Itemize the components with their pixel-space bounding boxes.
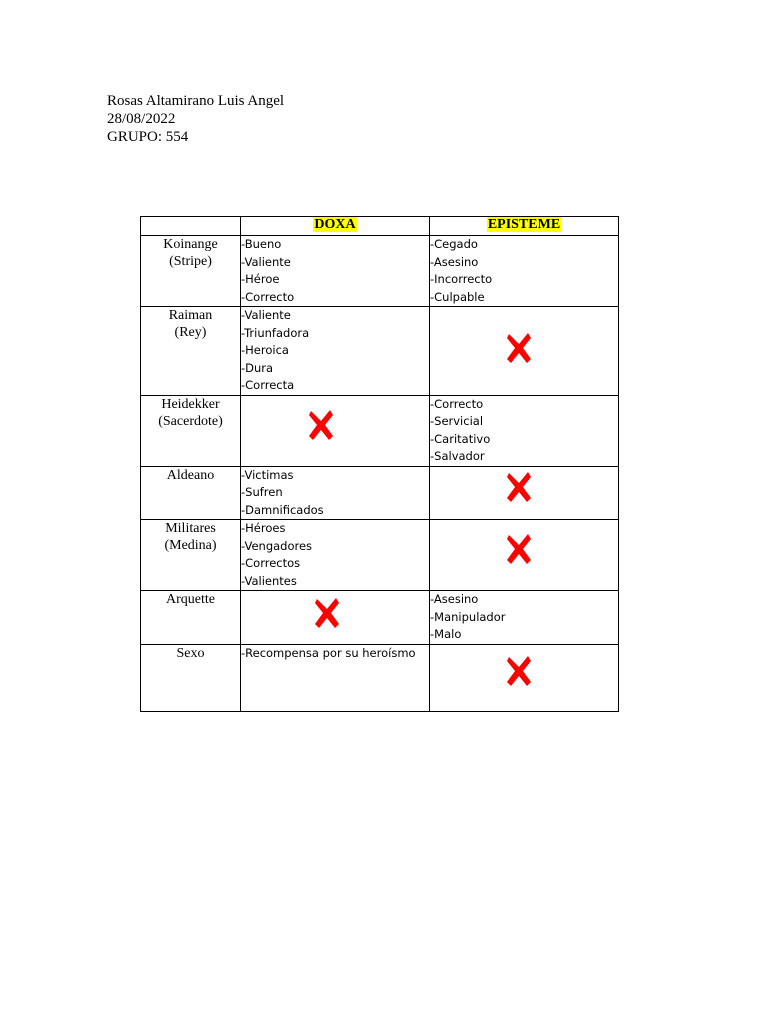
row-label: [141, 591, 241, 645]
row-label-line: Arquette: [166, 592, 215, 607]
list-item: -Asesino: [430, 592, 479, 606]
list-item: -Correctos: [241, 556, 301, 570]
list-item: -Caritativo: [430, 431, 491, 446]
row-label-line: Aldeano: [166, 467, 215, 483]
row-label: [141, 395, 241, 466]
row-label: [141, 307, 241, 396]
row-label-line: Raiman: [168, 308, 213, 323]
group: GRUPO: 554: [107, 129, 189, 145]
doxa-list-cell: [241, 236, 430, 307]
row-label-line: Sexo: [176, 645, 205, 661]
list-item: -Valiente: [241, 308, 291, 322]
list-item: -Bueno: [241, 237, 282, 251]
row-label: [141, 520, 241, 591]
date: 28/08/2022: [107, 111, 176, 127]
table-row: [141, 466, 619, 520]
episteme-empty-cell: [430, 520, 619, 591]
list-item: -Valiente: [241, 254, 291, 269]
corner-cell: [141, 217, 241, 236]
list-item: -Valientes: [241, 573, 297, 588]
row-label-line: Koinange: [163, 237, 218, 252]
doxa-list-cell: [241, 644, 430, 711]
doxa-header: DOXA: [241, 217, 430, 236]
list-item: -Asesino: [430, 254, 479, 269]
row-label-line: Militares: [165, 521, 216, 536]
list-item: -Malo: [430, 627, 462, 641]
table-row: [141, 520, 619, 591]
red-x-icon: [506, 533, 532, 565]
list-item: -Sufren: [241, 485, 283, 499]
row-label-line: (Medina): [164, 538, 217, 553]
list-item: -Héroe: [241, 272, 280, 286]
doxa-episteme-table: [140, 216, 619, 712]
list-item: -Vengadores: [241, 538, 313, 553]
row-label-line: Heidekker: [161, 396, 220, 412]
list-item: -Correcta: [241, 378, 295, 392]
list-item: -Recompensa por su heroísmo: [241, 645, 416, 660]
list-item: -Incorrecto: [430, 272, 493, 286]
list-item: -Culpable: [430, 289, 485, 304]
list-item: -Héroes: [241, 521, 286, 535]
table-row: [141, 395, 619, 466]
red-x-icon: [506, 655, 532, 687]
red-x-icon: [506, 471, 532, 503]
doxa-list-cell: [241, 466, 430, 520]
table-row: [141, 236, 619, 307]
doxa-empty-cell: [241, 591, 430, 645]
row-label-line: (Stripe): [169, 254, 212, 269]
list-item: -Damnificados: [241, 502, 324, 517]
red-x-icon: [506, 332, 532, 364]
table-row: [141, 591, 619, 645]
table-row: [141, 644, 619, 711]
list-item: -Dura: [241, 360, 274, 375]
episteme-header: EPISTEME: [430, 217, 619, 236]
episteme-list-cell: [430, 395, 619, 466]
episteme-empty-cell: [430, 307, 619, 396]
episteme-empty-cell: [430, 644, 619, 711]
list-item: -Triunfadora: [241, 325, 310, 340]
episteme-empty-cell: [430, 466, 619, 520]
list-item: -Salvador: [430, 449, 485, 463]
list-item: -Manipulador: [430, 609, 506, 624]
row-label-line: (Rey): [174, 325, 207, 340]
row-label: [141, 644, 241, 711]
student-name: Rosas Altamirano Luis Angel: [107, 93, 285, 109]
list-item: -Victimas: [241, 467, 294, 482]
table-row: [141, 307, 619, 396]
doxa-empty-cell: [241, 395, 430, 466]
row-label: [141, 466, 241, 520]
list-item: -Heroica: [241, 343, 289, 357]
episteme-list-cell: [430, 591, 619, 645]
row-label-line: (Sacerdote): [158, 413, 223, 429]
row-label: [141, 236, 241, 307]
red-x-icon: [308, 409, 334, 441]
doxa-list-cell: [241, 307, 430, 396]
list-item: -Cegado: [430, 237, 478, 251]
episteme-list-cell: [430, 236, 619, 307]
header-row: [141, 217, 619, 236]
list-item: -Correcto: [430, 396, 484, 411]
doxa-list-cell: [241, 520, 430, 591]
list-item: -Correcto: [241, 289, 295, 304]
student-header: [107, 92, 284, 146]
red-x-icon: [314, 597, 340, 629]
list-item: -Servicial: [430, 414, 484, 428]
